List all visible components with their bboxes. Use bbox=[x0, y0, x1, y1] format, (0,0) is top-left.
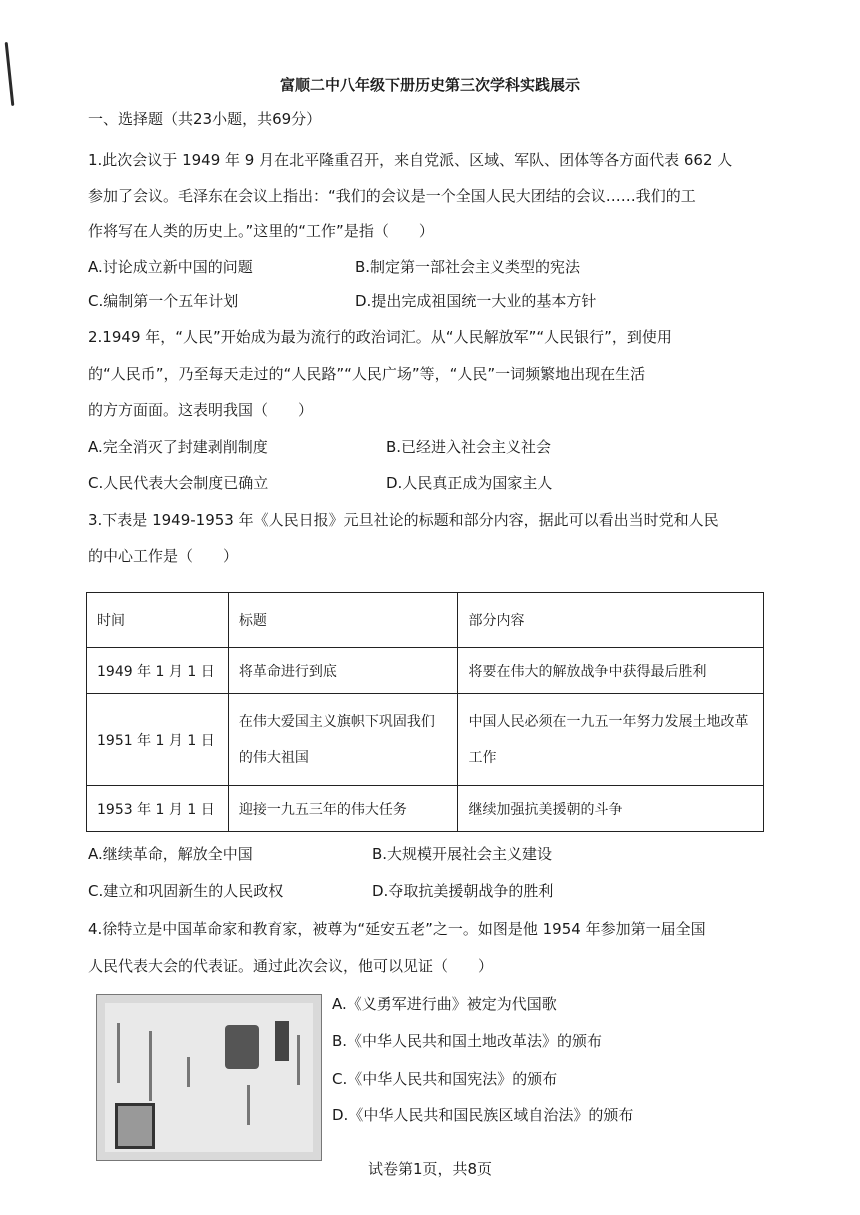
q1-line-3: 作将写在人类的历史上。”这里的“工作”是指（ ） bbox=[88, 222, 434, 240]
table-cell: 1949 年 1 月 1 日 bbox=[87, 648, 229, 694]
q2-option-d: D.人民真正成为国家主人 bbox=[386, 474, 553, 492]
page-footer: 试卷第1页，共8页 bbox=[367, 1160, 493, 1178]
q2-option-b: B.已经进入社会主义社会 bbox=[386, 438, 552, 456]
table-cell: 将要在伟大的解放战争中获得最后胜利 bbox=[458, 648, 764, 694]
table-cell: 中国人民必须在一九五一年努力发展土地改革工作 bbox=[458, 694, 764, 786]
q4-line-1: 4.徐特立是中国革命家和教育家，被尊为“延安五老”之一。如图是他 1954 年参加第一届全国 bbox=[88, 920, 706, 938]
section-heading: 一、选择题（共23小题，共69分） bbox=[88, 110, 322, 128]
delegate-certificate-photo bbox=[96, 994, 322, 1161]
certificate-text-mark bbox=[247, 1085, 250, 1125]
table-cell: 继续加强抗美援朝的斗争 bbox=[458, 786, 764, 832]
table-cell: 将革命进行到底 bbox=[228, 648, 458, 694]
portrait-image bbox=[225, 1025, 259, 1069]
q1-option-d: D.提出完成祖国统一大业的基本方针 bbox=[355, 292, 597, 310]
table-header-cell: 时间 bbox=[87, 593, 229, 648]
editorial-table bbox=[86, 592, 764, 832]
q3-option-c: C.建立和巩固新生的人民政权 bbox=[88, 882, 284, 900]
q3-option-a: A.继续革命，解放全中国 bbox=[88, 845, 253, 863]
q4-option-b: B.《中华人民共和国土地改革法》的颁布 bbox=[332, 1032, 603, 1050]
table-row bbox=[87, 694, 764, 786]
table-cell: 1953 年 1 月 1 日 bbox=[87, 786, 229, 832]
red-seal-stamp bbox=[115, 1103, 155, 1149]
q1-option-b: B.制定第一部社会主义类型的宪法 bbox=[355, 258, 581, 276]
table-cell: 迎接一九五三年的伟大任务 bbox=[228, 786, 458, 832]
q3-option-d: D.夺取抗美援朝战争的胜利 bbox=[372, 882, 554, 900]
q4-line-2: 人民代表大会的代表证。通过此次会议，他可以见证（ ） bbox=[88, 957, 494, 975]
exam-title: 富顺二中八年级下册历史第三次学科实践展示 bbox=[279, 76, 580, 94]
q4-option-a: A.《义勇军进行曲》被定为代国歌 bbox=[332, 995, 557, 1013]
table-row bbox=[87, 786, 764, 832]
q3-line-2: 的中心工作是（ ） bbox=[88, 547, 239, 565]
q1-line-1: 1.此次会议于 1949 年 9 月在北平隆重召开，来自党派、区域、军队、团体等各方面代表 662 人 bbox=[88, 151, 733, 169]
q2-option-c: C.人民代表大会制度已确立 bbox=[88, 474, 269, 492]
q1-option-c: C.编制第一个五年计划 bbox=[88, 292, 239, 310]
q4-option-d: D.《中华人民共和国民族区域自治法》的颁布 bbox=[332, 1106, 634, 1124]
table-cell: 1951 年 1 月 1 日 bbox=[87, 694, 229, 786]
table-header-row bbox=[87, 593, 764, 648]
q1-option-a: A.讨论成立新中国的问题 bbox=[88, 258, 253, 276]
table-header-cell: 标题 bbox=[228, 593, 458, 648]
q2-line-2: 的“人民币”，乃至每天走过的“人民路”“人民广场”等，“人民”一词频繁地出现在生活 bbox=[88, 365, 646, 383]
q3-line-1: 3.下表是 1949-1953 年《人民日报》元旦社论的标题和部分内容，据此可以看出当时党和人民 bbox=[88, 511, 719, 529]
q4-option-c: C.《中华人民共和国宪法》的颁布 bbox=[332, 1070, 558, 1088]
certificate-text-mark bbox=[117, 1023, 120, 1083]
q2-line-3: 的方方面面。这表明我国（ ） bbox=[88, 401, 314, 419]
table-row bbox=[87, 648, 764, 694]
table-header-cell: 部分内容 bbox=[458, 593, 764, 648]
certificate-text-mark bbox=[149, 1031, 152, 1101]
table-cell: 在伟大爱国主义旗帜下巩固我们的伟大祖国 bbox=[228, 694, 458, 786]
q2-option-a: A.完全消灭了封建剥削制度 bbox=[88, 438, 268, 456]
q3-option-b: B.大规模开展社会主义建设 bbox=[372, 845, 553, 863]
certificate-text-mark bbox=[187, 1057, 190, 1087]
q2-line-1: 2.1949 年，“人民”开始成为最为流行的政治词汇。从“人民解放军”“人民银行”，到使用 bbox=[88, 328, 672, 346]
certificate-text-mark bbox=[297, 1035, 300, 1085]
q1-line-2: 参加了会议。毛泽东在会议上指出：“我们的会议是一个全国人民大团结的会议……我们的工 bbox=[88, 187, 696, 205]
certificate-title-mark bbox=[275, 1021, 289, 1061]
